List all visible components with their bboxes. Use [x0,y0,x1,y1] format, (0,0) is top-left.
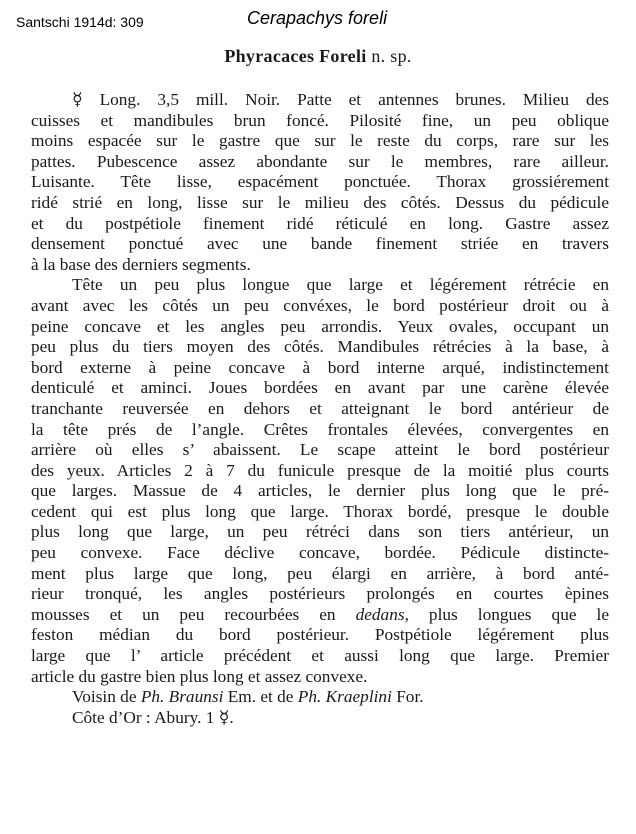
text-run: For. [391,687,424,707]
description-title [0,46,636,67]
text-line: arrière où elles s’ abaissent. Le scape atteint le bord postérieur [31,440,609,460]
text-line [31,605,609,626]
text-line: la tête prés de l’angle. Crêtes frontales élevées, convergentes en [31,419,609,439]
text-line: ment plus large que long, peu élargi en arrière, à bord anté- [31,563,609,583]
locality-line: Côte d’Or : Abury. 1 ☿. [72,707,234,727]
species-reference: Ph. Braunsi [140,687,224,707]
text-line: peu convexe. Face déclive concave, bordée. Pédicule distincte- [31,543,609,563]
text-line: rieur tronqué, les angles postérieurs prolongés en courtes èpines [31,584,609,604]
text-run: , plus longues que le [404,604,610,624]
citation-label: Santschi 1914d: 309 [16,14,144,30]
text-line: et du postpétiole finement ridé réticulé en long. Gastre assez [31,213,609,233]
text-line: feston médian du bord postérieur. Postpétiole légérement plus [31,625,609,645]
text-line: densement ponctué avec une bande finement striée en travers [31,234,609,254]
text-line: cuisses et mandibules brun foncé. Pilosité fine, un peu oblique [31,110,609,130]
text-line: article du gastre bien plus long et assez convexe. [31,666,368,686]
text-line: peu plus du tiers moyen des côtés. Mandibules rétrécies à la base, à [31,337,609,357]
text-line: moins espacée sur le gastre que sur le reste du corps, rare sur les [31,131,609,151]
species-name: Cerapachys foreli [247,8,388,28]
text-line: denticulé et aminci. Joues bordées en avant par une carène élevée [31,378,609,398]
text-line: Luisante. Tête lisse, espacément ponctuée. Thorax grossiérement [31,172,609,192]
text-line: Tête un peu plus longue que large et légérement rétrécie en [72,275,609,295]
text-line: à la base des derniers segments. [31,254,251,274]
text-line: avant avec les côtés un peu convéxes, le bord postérieur droit ou à [31,295,609,315]
taxon-name: Phyracaces Foreli [224,46,367,66]
text-line: large que l’ article précédent et aussi long que large. Premier [31,646,609,666]
description-body [31,90,609,728]
text-line: pattes. Pubescence assez abondante sur le membres, rare ailleur. [31,151,609,171]
text-run: Em. et de [223,687,298,707]
text-line: plus long que large, un peu rétréci dans son tiers antérieur, un [31,522,609,542]
comparison-line [31,687,609,708]
text-line: ☿ Long. 3,5 mill. Noir. Patte et antennes brunes. Milieu des [72,90,609,109]
text-line: cedent qui est plus long que large. Thorax bordé, presque le double [31,501,609,521]
text-run: Voisin de [72,687,141,707]
text-line: bord externe à peine concave à bord interne arqué, indistinctement [31,357,609,377]
text-line: que larges. Massue de 4 articles, le dernier plus long que le pré- [31,481,609,501]
text-line: ridé strié en long, lisse sur le milieu des côtés. Dessus du pédicule [31,192,609,212]
species-reference: Ph. Kraeplini [297,687,392,707]
text-run: mousses et un peu recourbées en [31,604,356,624]
taxon-status: n. sp. [371,46,412,66]
text-line: tranchante reuversée en dehors et atteignant le bord antérieur de [31,398,609,418]
italic-term: dedans [355,604,405,624]
text-line: des yeux. Articles 2 à 7 du funicule presque de la moitié plus courts [31,460,609,480]
text-line: peine concave et les angles peu arrondis. Yeux ovales, occupant un [31,316,609,336]
